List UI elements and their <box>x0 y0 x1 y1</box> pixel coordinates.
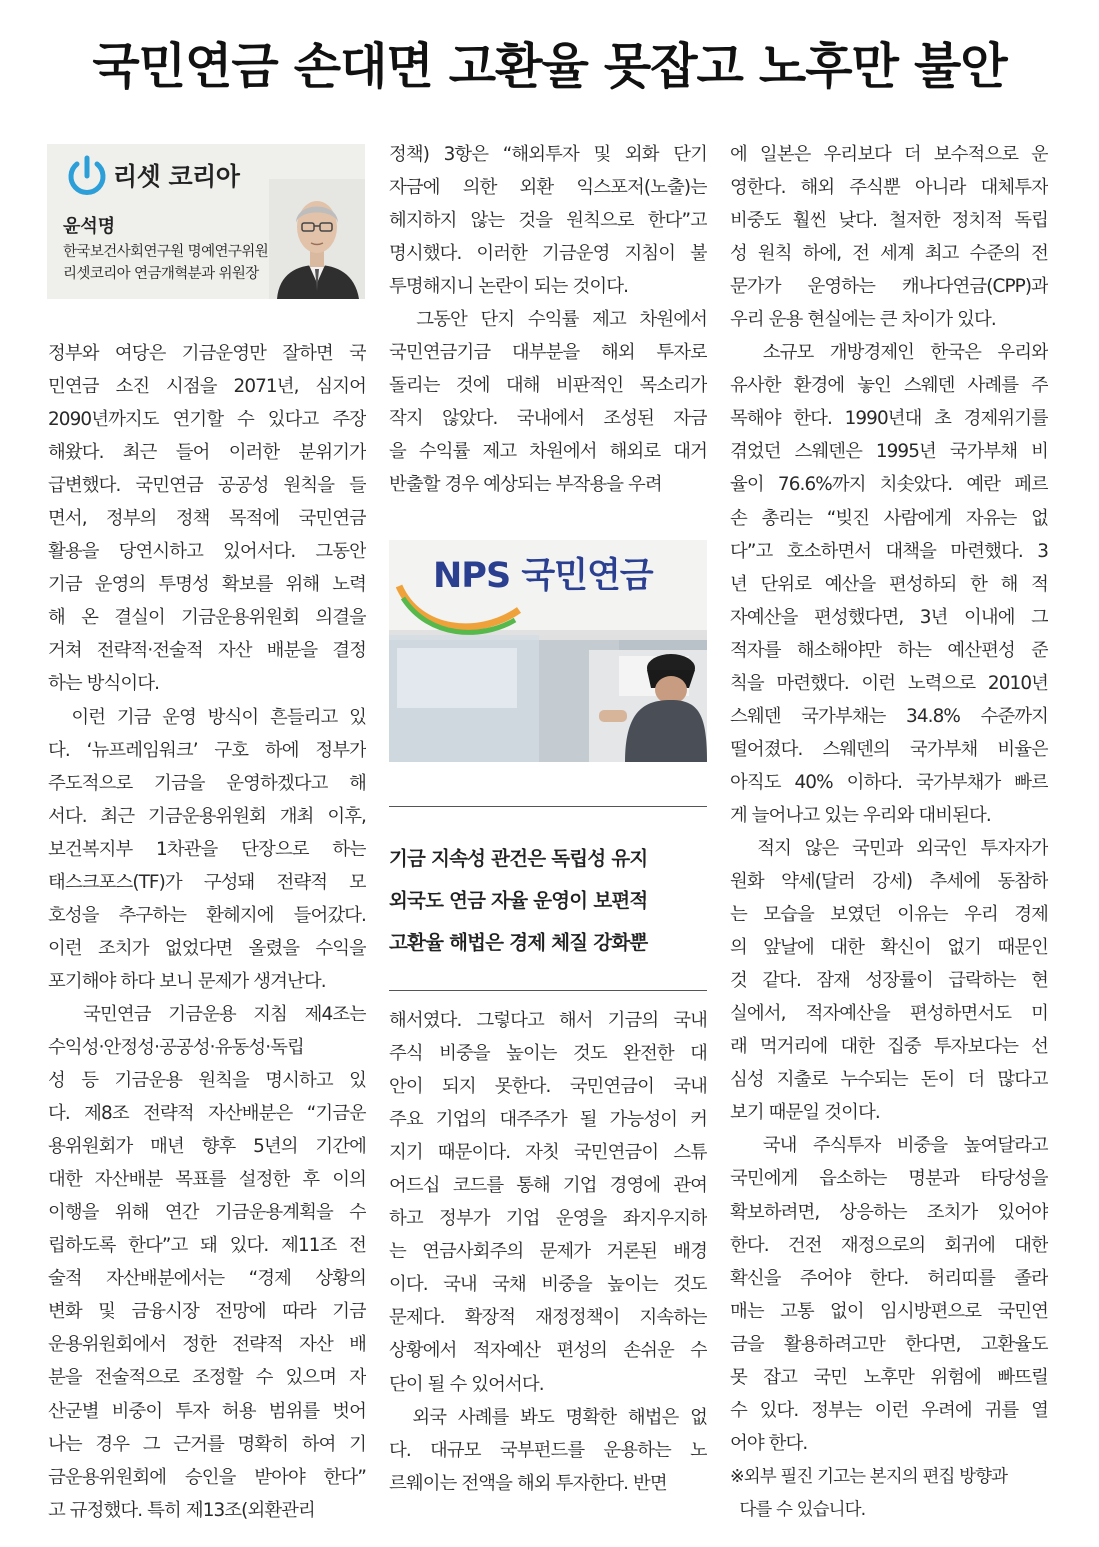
text-line: 한다. 건전 재정으로의 회귀에 대한 <box>730 1234 1048 1256</box>
text-line: 율이 76.6%까지 치솟았다. 예란 페르 <box>730 474 1048 496</box>
text-line: 해서였다. 그렇다고 해서 기금의 국내 <box>389 1010 707 1031</box>
text-line: 원화 약세(달러 강세) 추세에 동참하 <box>730 871 1048 893</box>
text-line: 확보하려면, 상응하는 조치가 있어야 <box>730 1201 1048 1223</box>
text-line: 래 먹거리에 대한 집중 투자보다는 선 <box>730 1036 1048 1058</box>
text-line: 스웨덴 국가부채는 34.8% 수준까지 <box>730 705 1048 727</box>
paragraph <box>730 336 1048 832</box>
power-icon <box>65 154 109 198</box>
paragraph <box>48 337 366 701</box>
text-line: 목해야 한다. 1990년대 초 경제위기를 <box>730 408 1048 430</box>
text-line: 해왔다. 최근 들어 이러한 분위기가 <box>48 442 366 464</box>
text-line: 그동안 단지 수익률 제고 차원에서 <box>389 309 707 331</box>
text-line: 외국 사례를 봐도 명확한 해법은 없 <box>389 1406 707 1428</box>
text-line: 주요 기업의 대주주가 될 가능성이 커 <box>389 1109 707 1131</box>
text-line: 적지 않은 국민과 외국인 투자자가 <box>730 837 1048 859</box>
text-line: 급변했다. 국민연금 공공성 원칙을 들 <box>48 475 366 497</box>
headline: 국민연금 손대면 고환율 못잡고 노후만 불안 <box>92 37 1007 95</box>
text-line: 이다. 국내 국채 비중을 높이는 것도 <box>389 1274 707 1296</box>
text-line: 정부와 여당은 기금운영만 잘하면 국 <box>48 343 366 364</box>
text-line: 년 단위로 예산을 편성하되 한 해 적 <box>730 573 1048 595</box>
text-line: 하고 정부가 기업 운영을 좌지우지하 <box>389 1208 707 1230</box>
subheads <box>389 838 707 964</box>
text-line: 떨어졌다. 스웨덴의 국가부채 비율은 <box>730 738 1048 760</box>
text-line: 자금에 의한 외환 익스포저(노출)는 <box>389 177 707 199</box>
text-line: 을 수익률 제고 차원에서 해외로 대거 <box>389 441 707 463</box>
text-line: 겪었던 스웨덴은 1995년 국가부채 비 <box>730 441 1048 463</box>
text-line: 하는 방식이다. <box>48 673 160 695</box>
subhead-rule-bottom <box>389 990 707 991</box>
text-line: 금운용위원회에 승인을 받아야 한다” <box>48 1466 366 1488</box>
text-line: 대한 자산배분 목표를 설정한 후 이의 <box>48 1169 366 1191</box>
text-line: 국민에게 읍소하는 명분과 타당성을 <box>730 1168 1048 1190</box>
text-line: 확신을 주어야 한다. 허리띠를 졸라 <box>730 1267 1048 1289</box>
text-line: 어드십 코드를 통해 기업 경영에 관여 <box>389 1175 707 1197</box>
text-line: 아직도 40% 이하다. 국가부채가 빠르 <box>730 771 1048 793</box>
text-line: 면서, 정부의 정책 목적에 국민연금 <box>48 508 366 530</box>
note-line: 다를 수 있습니다. <box>730 1500 866 1520</box>
editorial-note <box>730 1461 1052 1527</box>
text-line: 문제다. 확장적 재정정책이 지속하는 <box>389 1307 707 1329</box>
text-line: 영한다. 해외 주식뿐 아니라 대체투자 <box>730 177 1048 199</box>
paragraph <box>48 701 366 998</box>
text-line: 어야 한다. <box>730 1432 808 1454</box>
text-line: 안이 되지 못한다. 국민연금이 국내 <box>389 1076 707 1098</box>
text-line: 유사한 환경에 놓인 스웨덴 사례를 주 <box>730 375 1048 397</box>
author-role: 리셋코리아 연금개혁분과 위원장 <box>63 266 259 282</box>
paragraph <box>730 138 1048 336</box>
text-line: 수익성·안정성·공공성·유동성·독립 <box>48 1036 304 1058</box>
text-line: 성 원칙 하에, 전 세계 최고 수준의 전 <box>730 243 1048 265</box>
text-line: 산군별 비중이 투자 허용 범위를 벗어 <box>48 1400 366 1422</box>
text-line: 실에서, 적자예산을 편성하면서도 미 <box>730 1003 1048 1025</box>
text-line: 우리 운용 현실에는 큰 차이가 있다. <box>730 309 996 331</box>
text-line: 술적 자산배분에서는 “경제 상황의 <box>48 1268 366 1290</box>
article-column-3 <box>730 138 1048 1460</box>
text-line: 국민연금기금 대부분을 해외 투자로 <box>389 342 707 364</box>
text-line: 돌리는 것에 대해 비판적인 목소리가 <box>389 375 707 397</box>
text-line: 상황에서 적자예산 편성의 손쉬운 수 <box>389 1340 707 1362</box>
text-line: 성 등 기금운용 원칙을 명시하고 있 <box>48 1070 366 1092</box>
nps-sign: NPS 국민연금 <box>433 556 653 596</box>
text-line: 금을 활용하려고만 한다면, 고환율도 <box>730 1333 1048 1355</box>
text-line: 에 일본은 우리보다 더 보수적으로 운 <box>730 144 1048 165</box>
text-line: 단이 될 수 있어서다. <box>389 1373 544 1395</box>
text-line: 비중도 훨씬 낮다. 철저한 정치적 독립 <box>730 210 1048 232</box>
paragraph <box>48 998 366 1527</box>
text-line: 립하도록 한다”고 돼 있다. 제11조 전 <box>48 1235 366 1257</box>
subhead: 고환율 해법은 경제 체질 강화뿐 <box>389 931 648 954</box>
author-role: 한국보건사회연구원 명예연구위원 <box>63 244 269 260</box>
text-line: 해 온 결실이 기금운용위원회 의결을 <box>48 607 366 629</box>
subhead: 외국도 연금 자율 운영이 보편적 <box>389 889 648 912</box>
text-line: 르웨이는 전액을 해외 투자한다. 반면 <box>389 1472 667 1494</box>
subhead: 기금 지속성 관건은 독립성 유지 <box>389 847 648 870</box>
note-line: ※외부 필진 기고는 본지의 편집 방향과 <box>730 1467 1008 1487</box>
paragraph <box>389 138 707 303</box>
text-line: 매는 고통 없이 임시방편으로 국민연 <box>730 1300 1048 1322</box>
paragraph <box>730 832 1048 1129</box>
text-line: 이런 조치가 없었다면 올렸을 수익을 <box>48 937 366 959</box>
text-line: 투명해지니 논란이 되는 것이다. <box>389 276 629 298</box>
nps-office-photo <box>389 540 707 762</box>
paragraph <box>389 1401 707 1500</box>
subhead-rule-top <box>389 806 707 807</box>
text-line: 자예산을 편성했다면, 3년 이내에 그 <box>730 606 1048 628</box>
text-line: 보건복지부 1차관을 단장으로 하는 <box>48 838 366 860</box>
text-line: 주도적으로 기금을 운영하겠다고 해 <box>48 772 366 794</box>
text-line: 운용위원회에서 정한 전략적 자산 배 <box>48 1334 366 1356</box>
text-line: 활용을 당연시하고 있어서다. 그동안 <box>48 541 366 563</box>
text-line: 수 있다. 정부는 이런 우려에 귀를 열 <box>730 1399 1048 1421</box>
article-column-2-top <box>389 138 707 502</box>
text-line: 이런 기금 운영 방식이 흔들리고 있 <box>48 706 366 728</box>
text-line: 는 모습을 보였던 이유는 우리 경제 <box>730 904 1048 926</box>
text-line: 다. 제8조 전략적 자산배분은 “기금운 <box>48 1103 366 1125</box>
article-column-1 <box>48 337 366 1527</box>
text-line: 는 연금사회주의 문제가 거론된 배경 <box>389 1241 707 1263</box>
text-line: 문가가 운영하는 캐나다연금(CPP)과 <box>730 276 1048 298</box>
column-brand: 리셋 코리아 <box>113 162 240 191</box>
text-line: 국내 주식투자 비중을 높여달라고 <box>730 1135 1048 1157</box>
author-portrait <box>269 179 365 299</box>
text-line: 심성 지출로 누수되는 돈이 더 많다고 <box>730 1069 1048 1091</box>
paragraph <box>389 1004 707 1401</box>
paragraph <box>389 303 707 501</box>
text-line: 이행을 위해 연간 기금운용계획을 수 <box>48 1202 366 1224</box>
text-line: 태스크포스(TF)가 구성돼 전략적 모 <box>48 871 366 893</box>
text-line: 국민연금 기금운용 지침 제4조는 <box>48 1003 366 1025</box>
article-column-2-bottom <box>389 1004 707 1500</box>
text-line: 작지 않았다. 국내에서 조성된 자금 <box>389 408 707 430</box>
text-line: 헤지하지 않는 것을 원칙으로 한다”고 <box>389 210 707 232</box>
text-line: 못 잡고 국민 노후만 위험에 빠뜨릴 <box>730 1366 1048 1388</box>
text-line: 나는 경우 그 근거를 명확히 하여 기 <box>48 1433 366 1455</box>
text-line: 손 총리는 “빚진 사람에게 자유는 없 <box>730 507 1048 529</box>
text-line: 의 앞날에 대한 확신이 없기 때문인 <box>730 937 1048 959</box>
text-line: 다. ‘뉴프레임워크’ 구호 하에 정부가 <box>48 739 366 761</box>
column-author-box <box>47 144 365 299</box>
author-name: 윤석명 <box>63 216 116 237</box>
text-line: 분을 전술적으로 조정할 수 있으며 자 <box>48 1367 366 1389</box>
text-line: 용위원회가 매년 향후 5년의 기간에 <box>48 1136 366 1158</box>
text-line: 명시했다. 이러한 기금운영 지침이 불 <box>389 243 707 265</box>
text-line: 기금 운영의 투명성 확보를 위해 노력 <box>48 574 366 596</box>
text-line: 다”고 호소하면서 대책을 마련했다. 3 <box>730 540 1048 562</box>
text-line: 보기 때문일 것이다. <box>730 1102 880 1124</box>
text-line: 서다. 최근 기금운용위원회 개최 이후, <box>48 805 366 827</box>
text-line: 민연금 소진 시점을 2071년, 심지어 <box>48 376 366 398</box>
text-line: 것 같다. 잠재 성장률이 급락하는 현 <box>730 970 1048 992</box>
text-line: 게 늘어나고 있는 우리와 대비된다. <box>730 804 991 826</box>
text-line: 다. 대규모 국부펀드를 운용하는 노 <box>389 1439 707 1461</box>
text-line: 적자를 해소해야만 하는 예산편성 준 <box>730 639 1048 661</box>
text-line: 거쳐 전략적·전술적 자산 배분을 결정 <box>48 640 366 662</box>
text-line: 포기해야 하다 보니 문제가 생겨난다. <box>48 970 326 992</box>
text-line: 반출할 경우 예상되는 부작용을 우려 <box>389 474 662 496</box>
text-line: 고 규정했다. 특히 제13조(외환관리 <box>48 1499 315 1521</box>
text-line: 소규모 개방경제인 한국은 우리와 <box>730 342 1048 364</box>
text-line: 호성을 추구하는 환헤지에 들어갔다. <box>48 904 366 926</box>
text-line: 정책) 3항은 “해외투자 및 외화 단기 <box>389 144 707 165</box>
text-line: 2090년까지도 연기할 수 있다고 주장 <box>48 409 366 431</box>
text-line: 주식 비중을 높이는 것도 완전한 대 <box>389 1043 707 1065</box>
text-line: 변화 및 금융시장 전망에 따라 기금 <box>48 1301 366 1323</box>
text-line: 지기 때문이다. 자칫 국민연금이 스튜 <box>389 1142 707 1164</box>
paragraph <box>730 1129 1048 1459</box>
text-line: 칙을 마련했다. 이런 노력으로 2010년 <box>730 672 1048 694</box>
